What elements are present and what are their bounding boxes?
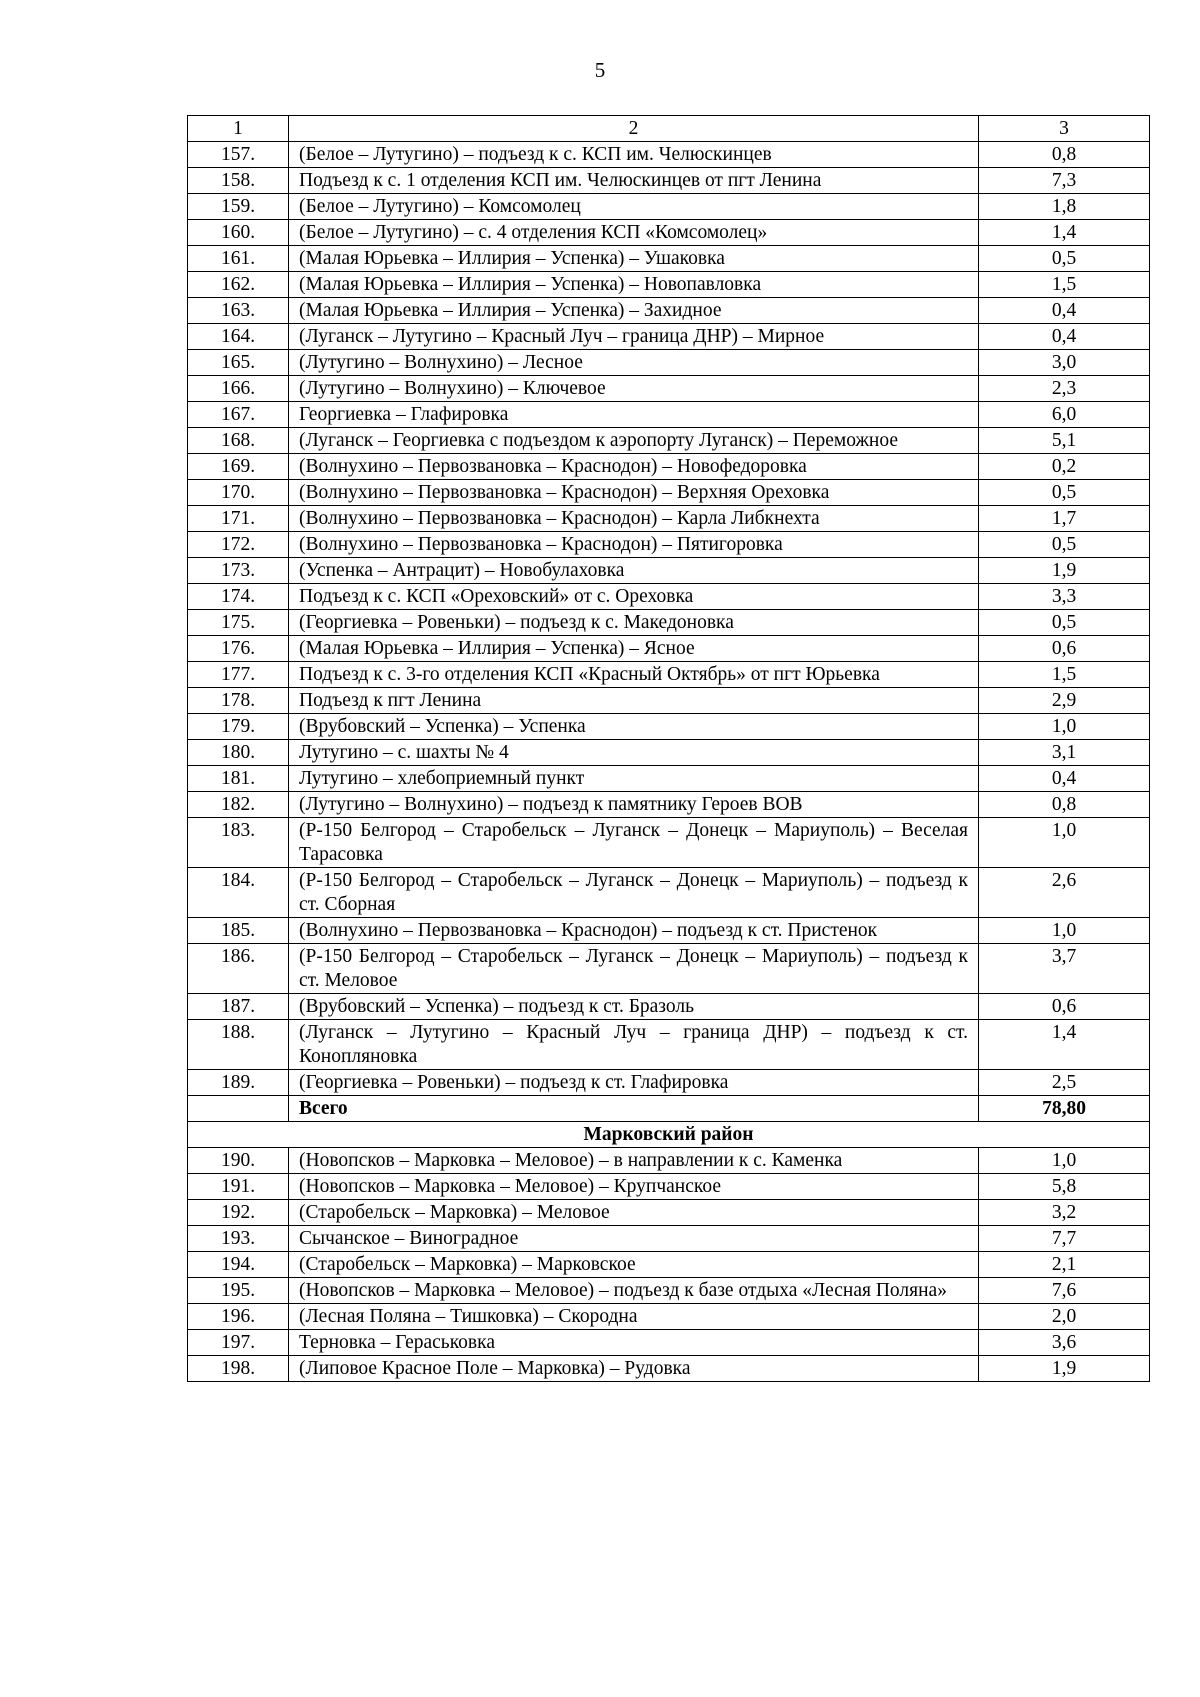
road-name: (Малая Юрьевка – Иллирия – Успенка) – Ясное (289, 636, 979, 662)
table-row (188, 428, 1150, 454)
road-name: (Р-150 Белгород – Старобельск – Луганск – Донецк – Мариуполь) – подъезд к ст. Меловое (289, 944, 979, 994)
road-name: Подъезд к пгт Ленина (289, 688, 979, 714)
row-number: 159. (188, 194, 289, 220)
road-length: 0,8 (979, 792, 1150, 818)
row-number: 161. (188, 246, 289, 272)
road-name: (Липовое Красное Поле – Марковка) – Рудовка (289, 1356, 979, 1382)
table-row (188, 818, 1150, 868)
table-row (188, 766, 1150, 792)
table-row (188, 1278, 1150, 1304)
row-number: 176. (188, 636, 289, 662)
page-number: 5 (594, 58, 606, 82)
road-length: 0,4 (979, 298, 1150, 324)
row-number: 164. (188, 324, 289, 350)
road-length: 1,9 (979, 1356, 1150, 1382)
road-length: 0,2 (979, 454, 1150, 480)
row-number: 172. (188, 532, 289, 558)
row-number: 189. (188, 1070, 289, 1096)
row-number: 163. (188, 298, 289, 324)
road-name: Подъезд к с. 1 отделения КСП им. Челюскинцев от пгт Ленина (289, 168, 979, 194)
row-number: 188. (188, 1020, 289, 1070)
road-name: (Белое – Лутугино) – Комсомолец (289, 194, 979, 220)
road-name: (Луганск – Лутугино – Красный Луч – граница ДНР) – подъезд к ст. Коноплянoвка (289, 1020, 979, 1070)
header-col-3: 3 (979, 116, 1150, 142)
row-number: 170. (188, 480, 289, 506)
road-length: 2,6 (979, 868, 1150, 918)
road-name: Георгиевка – Глафировка (289, 402, 979, 428)
table-row (188, 1148, 1150, 1174)
table-row (188, 636, 1150, 662)
road-length: 2,5 (979, 1070, 1150, 1096)
table-row (188, 142, 1150, 168)
road-length: 1,5 (979, 662, 1150, 688)
table-row (188, 506, 1150, 532)
road-name: (Белое – Лутугино) – подъезд к с. КСП им. Челюскинцев (289, 142, 979, 168)
road-length: 1,5 (979, 272, 1150, 298)
road-name: (Георгиевка – Ровеньки) – подъезд к ст. Глафировка (289, 1070, 979, 1096)
road-length: 1,4 (979, 220, 1150, 246)
table-row (188, 194, 1150, 220)
road-name: Лутугино – хлебоприемный пункт (289, 766, 979, 792)
road-name: (Лутугино – Волнухино) – подъезд к памятнику Героев ВОВ (289, 792, 979, 818)
road-name: Подъезд к с. 3-го отделения КСП «Красный Октябрь» от пгт Юрьевка (289, 662, 979, 688)
road-name: (Врубовский – Успенка) – Успенка (289, 714, 979, 740)
row-number: 193. (188, 1226, 289, 1252)
row-number: 195. (188, 1278, 289, 1304)
table-header-row (188, 116, 1150, 142)
table-row (188, 558, 1150, 584)
road-length: 3,6 (979, 1330, 1150, 1356)
section-row (188, 1122, 1150, 1148)
row-number: 191. (188, 1174, 289, 1200)
road-name: (Малая Юрьевка – Иллирия – Успенка) – Новопавловка (289, 272, 979, 298)
road-length: 3,0 (979, 350, 1150, 376)
table-row (188, 532, 1150, 558)
road-length: 2,9 (979, 688, 1150, 714)
row-number: 187. (188, 994, 289, 1020)
table-row (188, 918, 1150, 944)
table-row (188, 584, 1150, 610)
road-length: 0,4 (979, 766, 1150, 792)
road-length: 2,3 (979, 376, 1150, 402)
table-row (188, 454, 1150, 480)
row-number: 182. (188, 792, 289, 818)
road-name: (Георгиевка – Ровеньки) – подъезд к с. Македоновка (289, 610, 979, 636)
road-length: 3,1 (979, 740, 1150, 766)
table-row (188, 1070, 1150, 1096)
table-row (188, 714, 1150, 740)
road-name: Сычанское – Виноградное (289, 1226, 979, 1252)
road-name: (Новопсков – Марковка – Меловое) – в направлении к с. Каменка (289, 1148, 979, 1174)
road-name: (Луганск – Георгиевка с подъездом к аэропорту Луганск) – Переможное (289, 428, 979, 454)
table-row (188, 1330, 1150, 1356)
total-label: Всего (289, 1096, 979, 1122)
table-row (188, 480, 1150, 506)
road-name: (Врубовский – Успенка) – подъезд к ст. Бразоль (289, 994, 979, 1020)
road-name: (Малая Юрьевка – Иллирия – Успенка) – Захидное (289, 298, 979, 324)
road-name: (Лутугино – Волнухино) – Ключевое (289, 376, 979, 402)
road-name: (Волнухино – Первозвановка – Краснодон) – Верхняя Ореховка (289, 480, 979, 506)
road-length: 3,7 (979, 944, 1150, 994)
table-row (188, 610, 1150, 636)
row-number: 158. (188, 168, 289, 194)
row-number: 171. (188, 506, 289, 532)
row-number: 183. (188, 818, 289, 868)
row-number: 197. (188, 1330, 289, 1356)
road-length: 0,5 (979, 532, 1150, 558)
section-title: Марковский район (188, 1122, 1150, 1148)
row-number: 198. (188, 1356, 289, 1382)
table-row (188, 1356, 1150, 1382)
table-row (188, 376, 1150, 402)
header-col-2: 2 (289, 116, 979, 142)
road-name: (Волнухино – Первозвановка – Краснодон) – Пятигоровка (289, 532, 979, 558)
road-name: (Луганск – Лутугино – Красный Луч – граница ДНР) – Мирное (289, 324, 979, 350)
table-row (188, 272, 1150, 298)
road-name: Лутугино – с. шахты № 4 (289, 740, 979, 766)
road-length: 1,8 (979, 194, 1150, 220)
road-length: 3,3 (979, 584, 1150, 610)
road-length: 1,7 (979, 506, 1150, 532)
row-number: 184. (188, 868, 289, 918)
table-row (188, 994, 1150, 1020)
road-length: 0,8 (979, 142, 1150, 168)
road-name: (Волнухино – Первозвановка – Краснодон) – Карла Либкнехта (289, 506, 979, 532)
table-row (188, 1200, 1150, 1226)
road-length: 0,4 (979, 324, 1150, 350)
road-length: 2,1 (979, 1252, 1150, 1278)
road-length: 6,0 (979, 402, 1150, 428)
table-row (188, 402, 1150, 428)
table-row (188, 220, 1150, 246)
road-name: (Лутугино – Волнухино) – Лесное (289, 350, 979, 376)
road-length: 0,5 (979, 246, 1150, 272)
table-row (188, 1020, 1150, 1070)
road-name: Терновка – Гераськовка (289, 1330, 979, 1356)
row-number: 160. (188, 220, 289, 246)
row-number: 169. (188, 454, 289, 480)
table-row (188, 1226, 1150, 1252)
row-number: 175. (188, 610, 289, 636)
road-name: (Старобельск – Марковка) – Марковское (289, 1252, 979, 1278)
table-row (188, 1304, 1150, 1330)
road-name: Подъезд к с. КСП «Ореховский» от с. Ореховка (289, 584, 979, 610)
row-number: 165. (188, 350, 289, 376)
road-length: 7,6 (979, 1278, 1150, 1304)
road-length: 5,1 (979, 428, 1150, 454)
table-row (188, 324, 1150, 350)
table-row (188, 740, 1150, 766)
road-length: 1,0 (979, 818, 1150, 868)
table-row (188, 350, 1150, 376)
road-name: (Новопсков – Марковка – Меловое) – Крупчанское (289, 1174, 979, 1200)
road-length: 2,0 (979, 1304, 1150, 1330)
road-length: 1,9 (979, 558, 1150, 584)
row-number: 177. (188, 662, 289, 688)
road-name: (Волнухино – Первозвановка – Краснодон) – Новофедоровка (289, 454, 979, 480)
total-row (188, 1096, 1150, 1122)
roads-table (187, 115, 1150, 1382)
road-name: (Белое – Лутугино) – с. 4 отделения КСП «Комсомолец» (289, 220, 979, 246)
road-length: 0,5 (979, 480, 1150, 506)
row-number: 178. (188, 688, 289, 714)
road-name: (Лесная Поляна – Тишковка) – Скородна (289, 1304, 979, 1330)
road-length: 3,2 (979, 1200, 1150, 1226)
table-row (188, 1252, 1150, 1278)
row-number: 192. (188, 1200, 289, 1226)
row-number: 181. (188, 766, 289, 792)
road-length: 1,0 (979, 918, 1150, 944)
row-number: 194. (188, 1252, 289, 1278)
table-row (188, 792, 1150, 818)
table-row (188, 168, 1150, 194)
row-number: 166. (188, 376, 289, 402)
table-row (188, 662, 1150, 688)
road-length: 0,6 (979, 636, 1150, 662)
road-name: (Р-150 Белгород – Старобельск – Луганск – Донецк – Мариуполь) – Веселая Тарасовка (289, 818, 979, 868)
road-length: 7,3 (979, 168, 1150, 194)
row-number: 167. (188, 402, 289, 428)
row-number: 179. (188, 714, 289, 740)
road-length: 1,0 (979, 714, 1150, 740)
row-number: 196. (188, 1304, 289, 1330)
total-value: 78,80 (979, 1096, 1150, 1122)
row-number: 162. (188, 272, 289, 298)
row-number: 173. (188, 558, 289, 584)
road-name: (Новопсков – Марковка – Меловое) – подъезд к базе отдыха «Лесная Поляна» (289, 1278, 979, 1304)
table-row (188, 1174, 1150, 1200)
table-row (188, 868, 1150, 918)
row-number: 174. (188, 584, 289, 610)
table-row (188, 944, 1150, 994)
road-length: 0,6 (979, 994, 1150, 1020)
road-name: (Р-150 Белгород – Старобельск – Луганск – Донецк – Мариуполь) – подъезд к ст. Сборная (289, 868, 979, 918)
road-name: (Старобельск – Марковка) – Меловое (289, 1200, 979, 1226)
road-length: 7,7 (979, 1226, 1150, 1252)
row-number: 186. (188, 944, 289, 994)
table-row (188, 688, 1150, 714)
table-row (188, 246, 1150, 272)
road-length: 0,5 (979, 610, 1150, 636)
road-name: (Малая Юрьевка – Иллирия – Успенка) – Ушаковка (289, 246, 979, 272)
table-row (188, 298, 1150, 324)
road-length: 1,4 (979, 1020, 1150, 1070)
road-length: 5,8 (979, 1174, 1150, 1200)
road-name: (Волнухино – Первозвановка – Краснодон) – подъезд к ст. Пристенок (289, 918, 979, 944)
row-number: 185. (188, 918, 289, 944)
header-col-1: 1 (188, 116, 289, 142)
road-length: 1,0 (979, 1148, 1150, 1174)
road-name: (Успенка – Антрацит) – Новобулаховка (289, 558, 979, 584)
row-number: 168. (188, 428, 289, 454)
row-number: 157. (188, 142, 289, 168)
total-empty-cell (188, 1096, 289, 1122)
row-number: 180. (188, 740, 289, 766)
row-number: 190. (188, 1148, 289, 1174)
